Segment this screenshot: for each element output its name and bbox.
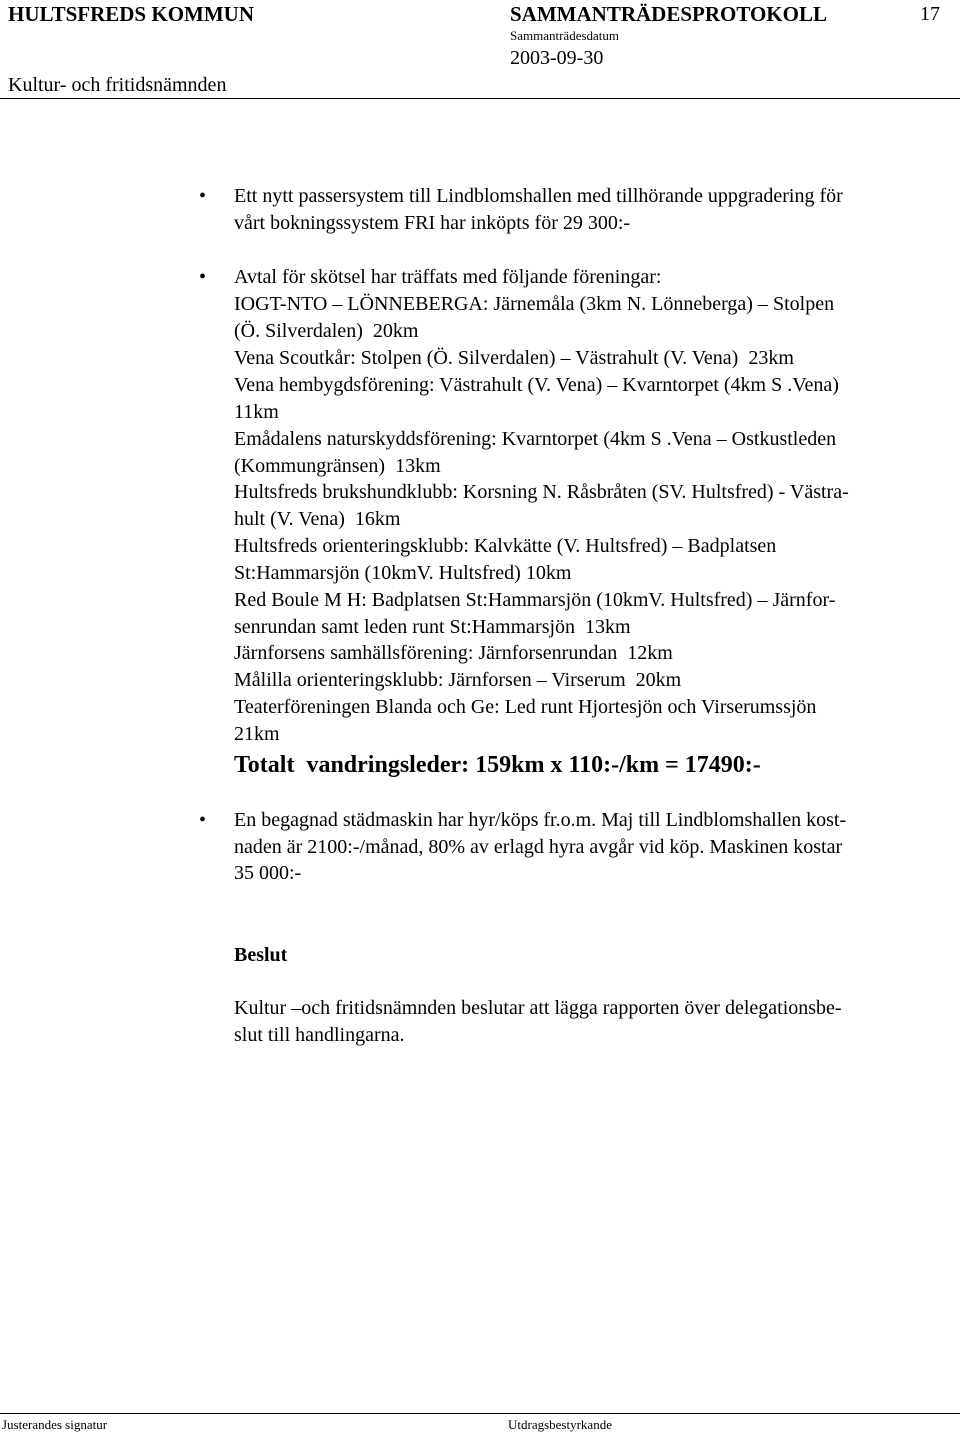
- bullet-marker: •: [199, 185, 207, 207]
- item2-line: senrundan samt leden runt St:Hammarsjön 13km: [234, 616, 631, 638]
- item3-line: naden är 2100:-/månad, 80% av erlagd hyra avgår vid köp. Maskinen kostar: [234, 836, 843, 858]
- item2-line: Red Boule M H: Badplatsen St:Hammarsjön (10kmV. Hultsfred) – Järnfor-: [234, 589, 836, 611]
- item2-line: Vena Scoutkår: Stolpen (Ö. Silverdalen) – Västrahult (V. Vena) 23km: [234, 347, 794, 369]
- certification-label: Utdragsbestyrkande: [508, 1417, 612, 1432]
- item2-line: (Kommungränsen) 13km: [234, 455, 441, 477]
- decision-line: Kultur –och fritidsnämnden beslutar att lägga rapporten över delegationsbe-: [234, 997, 842, 1019]
- meeting-date-label: Sammanträdesdatum: [510, 28, 620, 43]
- decision-line: slut till handlingarna.: [234, 1024, 405, 1046]
- item2-line: 11km: [234, 401, 279, 423]
- trails-total: Totalt vandringsleder: 159km x 110:-/km = 17490:-: [234, 752, 761, 778]
- decision-heading: Beslut: [234, 944, 288, 966]
- item2-line: Emådalens naturskyddsförening: Kvarntorpet (4km S .Vena – Ostkustleden: [234, 428, 837, 450]
- item2-line: Hultsfreds brukshundklubb: Korsning N. Råsbråten (SV. Hultsfred) - Västra-: [234, 481, 849, 503]
- document-type: SAMMANTRÄDESPROTOKOLL: [510, 2, 827, 26]
- footer-divider: [0, 1413, 960, 1414]
- committee-name: Kultur- och fritidsnämnden: [8, 74, 227, 96]
- header-divider: [0, 98, 960, 99]
- item2-line: 21km: [234, 723, 280, 745]
- item2-line: Hultsfreds orienteringsklubb: Kalvkätte (V. Hultsfred) – Badplatsen: [234, 535, 777, 557]
- item2-line: Vena hembygdsförening: Västrahult (V. Vena) – Kvarntorpet (4km S .Vena): [234, 374, 839, 396]
- item1-line: vårt bokningssystem FRI har inköpts för 29 300:-: [234, 212, 631, 234]
- signature-label: Justerandes signatur: [2, 1417, 108, 1432]
- item2-line: hult (V. Vena) 16km: [234, 508, 401, 530]
- item2-line: IOGT-NTO – LÖNNEBERGA: Järnemåla (3km N. Lönneberga) – Stolpen: [234, 293, 835, 315]
- item2-line: Avtal för skötsel har träffats med följande föreningar:: [234, 266, 662, 288]
- meeting-date: 2003-09-30: [510, 47, 604, 69]
- bullet-marker: •: [199, 266, 207, 288]
- item3-line: 35 000:-: [234, 862, 302, 884]
- item2-line: (Ö. Silverdalen) 20km: [234, 320, 419, 342]
- item1-line: Ett nytt passersystem till Lindblomshallen med tillhörande uppgradering för: [234, 185, 843, 207]
- item3-line: En begagnad städmaskin har hyr/köps fr.o.m. Maj till Lindblomshallen kost-: [234, 809, 847, 831]
- page-number: 17: [920, 3, 940, 25]
- bullet-marker: •: [199, 809, 207, 831]
- item2-line: Målilla orienteringsklubb: Järnforsen – Virserum 20km: [234, 669, 682, 691]
- item2-line: Järnforsens samhällsförening: Järnforsenrundan 12km: [234, 642, 673, 664]
- item2-line: St:Hammarsjön (10kmV. Hultsfred) 10km: [234, 562, 572, 584]
- municipality-name: HULTSFREDS KOMMUN: [8, 2, 255, 26]
- item2-line: Teaterföreningen Blanda och Ge: Led runt Hjortesjön och Virserumssjön: [234, 696, 817, 718]
